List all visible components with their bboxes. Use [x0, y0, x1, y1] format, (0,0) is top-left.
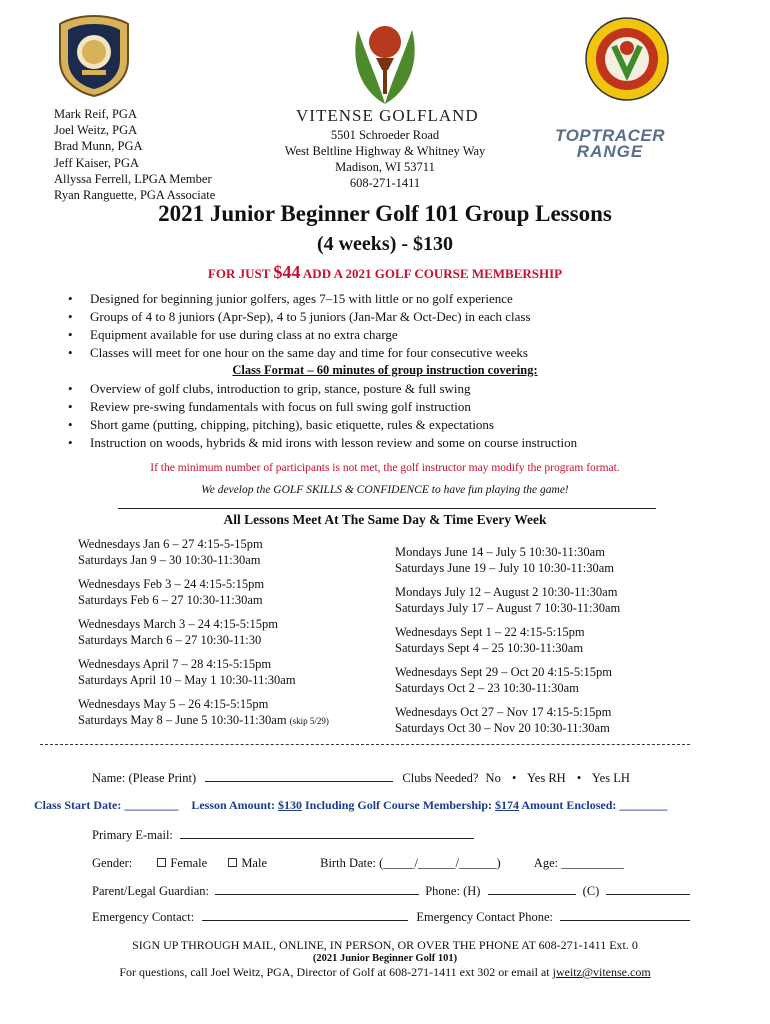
gender-row [92, 856, 624, 871]
emergency-phone-field[interactable] [560, 920, 690, 921]
gender-label: Gender: [92, 856, 133, 870]
schedule-line: Wednesdays Sept 1 – 22 4:15-5:15pm [395, 625, 585, 639]
guardian-field[interactable] [215, 894, 419, 895]
staff-item: Allyssa Ferrell, LPGA Member [54, 171, 212, 186]
schedule-line: Saturdays Feb 6 – 27 10:30-11:30am [78, 592, 263, 607]
membership-promo [0, 262, 770, 283]
staff-item: Ryan Ranguette, PGA Associate [54, 188, 216, 203]
address-line: Madison, WI 53711 [335, 160, 435, 174]
promo-pre: FOR JUST [207, 266, 274, 281]
list-item: • Instruction on woods, hybrids & mid irons with lesson review and some on course instruction [68, 434, 577, 452]
schedule-line: Wednesdays March 3 – 24 4:15-5:15pm [78, 617, 278, 631]
minimum-participants-notice: If the minimum number of participants is not met, the golf instructor may modify the program format. [150, 462, 620, 474]
program-details-list [68, 290, 531, 362]
emergency-contact-field[interactable] [202, 920, 408, 921]
schedule-line: Saturdays April 10 – May 1 10:30-11:30am [78, 672, 296, 687]
schedule-line-with-note [78, 713, 329, 730]
schedule-line: Saturdays March 6 – 27 10:30-11:30 [78, 632, 262, 647]
schedule-heading: All Lessons Meet At The Same Day & Time Every Week [223, 512, 547, 527]
curriculum-list [68, 380, 577, 452]
address-line: 608-271-1411 [349, 176, 421, 190]
schedule-right-column [395, 545, 620, 745]
clubs-option-rh[interactable]: Yes RH [527, 771, 566, 785]
class-start-row [34, 798, 667, 813]
male-checkbox[interactable] [228, 858, 237, 867]
pga-logo [56, 14, 132, 98]
lesson-amount-label: Lesson Amount: [191, 798, 276, 812]
cell-phone-field[interactable] [606, 894, 690, 895]
schedule-block [78, 537, 329, 577]
address-block [270, 127, 500, 191]
name-field[interactable] [205, 781, 393, 782]
promo-post: ADD A 2021 GOLF COURSE MEMBERSHIP [300, 266, 563, 281]
list-item: • Short game (putting, chipping, pitching), basic etiquette, rules & expectations [68, 416, 577, 434]
schedule-line: Saturdays June 19 – July 10 10:30-11:30am [395, 560, 614, 575]
emergency-row [92, 910, 690, 925]
including-membership-label: Including Golf Course Membership: [305, 798, 493, 812]
schedule-block [78, 617, 329, 657]
schedule-line: Wednesdays Oct 27 – Nov 17 4:15-5:15pm [395, 705, 612, 719]
schedule-block [395, 705, 620, 745]
contact-text: For questions, call Joel Weitz, PGA, Director of Golf at 608-271-1411 ext 302 or email at [119, 965, 553, 979]
schedule-block [78, 577, 329, 617]
guardian-label: Parent/Legal Guardian: [92, 884, 209, 898]
clubs-option-lh[interactable]: Yes LH [591, 771, 630, 785]
emergency-phone-label: Emergency Contact Phone: [416, 910, 553, 924]
email-field[interactable] [180, 838, 474, 839]
divider [118, 508, 656, 509]
birth-date-field[interactable]: Birth Date: (_____/______/______) [320, 856, 501, 870]
toptracer-logo [540, 128, 680, 160]
vitense-academy-seal-icon [584, 16, 670, 102]
schedule-block [395, 545, 620, 585]
schedule-line: Saturdays July 17 – August 7 10:30-11:30am [395, 600, 621, 615]
schedule-block [78, 697, 329, 737]
bullet-separator: • [511, 771, 517, 785]
contact-email-link[interactable]: jweitz@vitense.com [552, 965, 651, 979]
list-item: • Designed for beginning junior golfers, ages 7–15 with little or no golf experience [68, 290, 531, 308]
email-row [92, 828, 474, 843]
list-item: • Review pre-swing fundamentals with focus on full swing golf instruction [68, 398, 577, 416]
list-item: • Equipment available for use during class at no extra charge [68, 326, 531, 344]
golf-academy-logo [584, 16, 670, 102]
cell-phone-label: (C) [582, 884, 600, 898]
including-amount: $174 [495, 798, 520, 812]
address-line: 5501 Schroeder Road [330, 128, 440, 142]
schedule-block [395, 585, 620, 625]
schedule-line: Saturdays May 8 – June 5 10:30-11:30am [78, 712, 287, 727]
cut-line [40, 744, 690, 745]
list-item: • Overview of golf clubs, introduction to grip, stance, posture & full swing [68, 380, 577, 398]
staff-item: Joel Weitz, PGA [54, 123, 138, 138]
name-row [92, 771, 630, 786]
schedule-line: Wednesdays Jan 6 – 27 4:15-5-15pm [78, 537, 263, 551]
clubs-option-no[interactable]: No [485, 771, 501, 785]
schedule-line: Mondays July 12 – August 2 10:30-11:30am [395, 585, 618, 599]
class-start-date-field[interactable]: Class Start Date: _________ [34, 798, 179, 812]
class-format-heading: Class Format – 60 minutes of group instruction covering: [232, 363, 538, 377]
address-line: West Beltline Highway & Whitney Way [284, 144, 486, 158]
pga-seal-icon [56, 14, 132, 98]
bullet-separator: • [576, 771, 582, 785]
female-label: Female [170, 856, 208, 870]
page-title: 2021 Junior Beginner Golf 101 Group Lessons [158, 201, 612, 226]
staff-item: Brad Munn, PGA [54, 139, 143, 154]
contact-line [0, 965, 770, 980]
promo-price: $44 [273, 262, 301, 282]
schedule-left-column [78, 537, 329, 737]
list-item: • Groups of 4 to 8 juniors (Apr-Sep), 4 to 5 juniors (Jan-Mar & Oct-Dec) in each class [68, 308, 531, 326]
schedule-block [395, 625, 620, 665]
lesson-amount: $130 [278, 798, 303, 812]
schedule-block [78, 657, 329, 697]
schedule-line: Saturdays Sept 4 – 25 10:30-11:30am [395, 640, 584, 655]
schedule-line: Wednesdays Feb 3 – 24 4:15-5:15pm [78, 577, 265, 591]
list-item: • Classes will meet for one hour on the same day and time for four consecutive weeks [68, 344, 531, 362]
brand-name: VITENSE GOLFLAND [296, 106, 479, 125]
signup-instructions: SIGN UP THROUGH MAIL, ONLINE, IN PERSON, OR OVER THE PHONE AT 608-271-1411 Ext. 0 [132, 938, 638, 952]
page-subtitle: (4 weeks) - $130 [316, 233, 454, 255]
staff-item: Mark Reif, PGA [54, 107, 137, 121]
schedule-line: Saturdays Oct 30 – Nov 20 10:30-11:30am [395, 720, 610, 735]
home-phone-label: Phone: (H) [425, 884, 481, 898]
schedule-block [395, 665, 620, 705]
female-option[interactable] [157, 856, 207, 870]
toptracer-line2: RANGE [576, 142, 644, 161]
vitense-golfland-logo [340, 20, 430, 106]
name-label: Name: (Please Print) [92, 771, 197, 785]
clubs-needed-label: Clubs Needed? [402, 771, 479, 785]
age-field[interactable]: Age: __________ [533, 856, 624, 870]
schedule-line: Wednesdays Sept 29 – Oct 20 4:15-5:15pm [395, 665, 613, 679]
staff-item: Jeff Kaiser, PGA [54, 155, 140, 170]
golf-ball-tee-icon [340, 20, 430, 106]
male-option[interactable] [228, 856, 267, 870]
schedule-line: Saturdays Oct 2 – 23 10:30-11:30am [395, 680, 579, 695]
toptracer-line1: TOPTRACER [555, 126, 665, 145]
male-label: Male [241, 856, 267, 870]
schedule-line: Wednesdays May 5 – 26 4:15-5:15pm [78, 697, 269, 711]
tagline: We develop the GOLF SKILLS & CONFIDENCE to have fun playing the game! [201, 484, 569, 496]
amount-enclosed-field[interactable]: Amount Enclosed: ________ [521, 798, 668, 812]
program-name-footer: (2021 Junior Beginner Golf 101) [312, 953, 458, 964]
email-label: Primary E-mail: [92, 828, 173, 842]
schedule-line: Mondays June 14 – July 5 10:30-11:30am [395, 545, 605, 559]
schedule-line: Wednesdays April 7 – 28 4:15-5:15pm [78, 657, 272, 671]
staff-list [54, 106, 215, 203]
guardian-row [92, 884, 690, 899]
home-phone-field[interactable] [488, 894, 576, 895]
emergency-contact-label: Emergency Contact: [92, 910, 195, 924]
skip-note: (skip 5/29) [289, 715, 329, 726]
female-checkbox[interactable] [157, 858, 166, 867]
schedule-line: Saturdays Jan 9 – 30 10:30-11:30am [78, 552, 261, 567]
